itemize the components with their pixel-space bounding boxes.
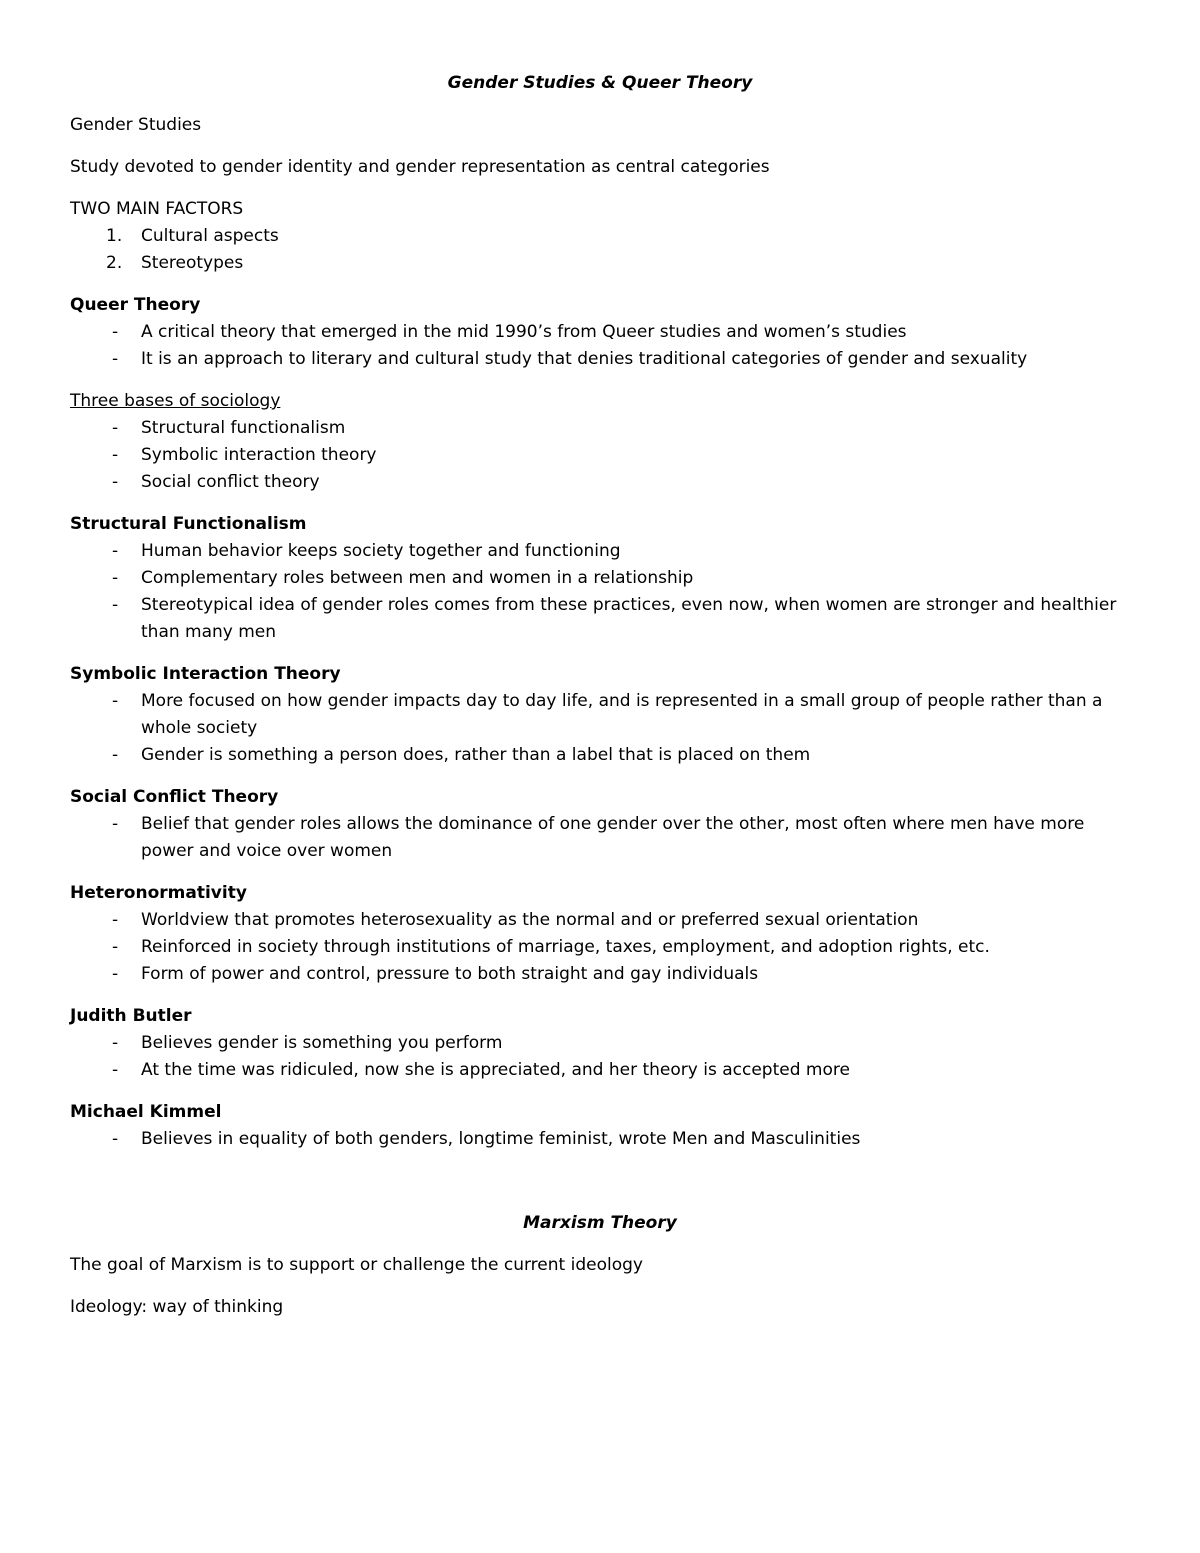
queer-theory-list xyxy=(70,319,1130,373)
list-item xyxy=(70,538,1130,565)
dash-bullet: - xyxy=(112,472,119,492)
dash-bullet: - xyxy=(112,1033,119,1053)
list-item-text: Complementary roles between men and women in a relationship xyxy=(141,568,694,588)
list-item-text: Form of power and control, pressure to both straight and gay individuals xyxy=(141,964,759,984)
document-page xyxy=(70,70,1130,1321)
dash-bullet: - xyxy=(112,937,119,957)
list-number: 1. xyxy=(106,226,123,246)
list-item xyxy=(70,223,1130,250)
section-heading-judith-butler: Judith Butler xyxy=(70,1006,192,1026)
list-item xyxy=(70,346,1130,373)
list-item xyxy=(70,1126,1130,1153)
list-item-text: Gender is something a person does, rather than a label that is placed on them xyxy=(141,745,811,765)
list-item xyxy=(70,934,1130,961)
dash-bullet: - xyxy=(112,964,119,984)
list-item-text: Cultural aspects xyxy=(141,226,279,246)
list-item xyxy=(70,961,1130,988)
list-item-text: Believes gender is something you perform xyxy=(141,1033,503,1053)
list-number: 2. xyxy=(106,253,123,273)
dash-bullet: - xyxy=(112,349,119,369)
dash-bullet: - xyxy=(112,541,119,561)
list-item-text: It is an approach to literary and cultural study that denies traditional categories of gender and sexuality xyxy=(141,349,1028,369)
list-item-text: Stereotypes xyxy=(141,253,244,273)
dash-bullet: - xyxy=(112,1060,119,1080)
heteronormativity-list xyxy=(70,907,1130,988)
ideology-definition: Ideology: way of thinking xyxy=(70,1297,284,1317)
dash-bullet: - xyxy=(112,568,119,588)
symbolic-interaction-list xyxy=(70,688,1130,769)
dash-bullet: - xyxy=(112,595,119,615)
list-item-text: Human behavior keeps society together and functioning xyxy=(141,541,621,561)
three-bases-list xyxy=(70,415,1130,496)
dash-bullet: - xyxy=(112,445,119,465)
marxism-goal: The goal of Marxism is to support or challenge the current ideology xyxy=(70,1255,643,1275)
dash-bullet: - xyxy=(112,322,119,342)
list-item-text: Reinforced in society through institutions of marriage, taxes, employment, and adoption rights, etc. xyxy=(141,937,990,957)
judith-butler-list xyxy=(70,1030,1130,1084)
list-item xyxy=(70,565,1130,592)
dash-bullet: - xyxy=(112,691,119,711)
structural-functionalism-list xyxy=(70,538,1130,646)
list-item xyxy=(70,469,1130,496)
section-heading-social-conflict: Social Conflict Theory xyxy=(70,787,279,807)
list-item xyxy=(70,319,1130,346)
gender-studies-heading: Gender Studies xyxy=(70,115,202,135)
list-item-text: Symbolic interaction theory xyxy=(141,445,377,465)
list-item xyxy=(70,688,1130,742)
section-heading-heteronormativity: Heteronormativity xyxy=(70,883,247,903)
section-heading-three-bases: Three bases of sociology xyxy=(70,391,281,411)
list-item xyxy=(70,811,1130,865)
list-item-text: Believes in equality of both genders, longtime feminist, wrote Men and Masculinities xyxy=(141,1129,861,1149)
marxism-title: Marxism Theory xyxy=(523,1213,677,1233)
list-item-text: More focused on how gender impacts day to day life, and is represented in a small group of people rather than a whole society xyxy=(141,691,1103,738)
page-title: Gender Studies & Queer Theory xyxy=(447,73,753,93)
list-item xyxy=(70,1030,1130,1057)
section-spacer xyxy=(70,1153,1130,1195)
gender-studies-definition: Study devoted to gender identity and gender representation as central categories xyxy=(70,157,770,177)
list-item xyxy=(70,592,1130,646)
michael-kimmel-list xyxy=(70,1126,1130,1153)
list-item xyxy=(70,415,1130,442)
list-item xyxy=(70,1057,1130,1084)
list-item-text: Stereotypical idea of gender roles comes from these practices, even now, when women are stronger and healthier than many men xyxy=(141,595,1117,642)
list-item xyxy=(70,442,1130,469)
factors-list xyxy=(70,223,1130,277)
two-main-factors-label: TWO MAIN FACTORS xyxy=(70,199,244,219)
list-item-text: Worldview that promotes heterosexuality as the normal and or preferred sexual orientation xyxy=(141,910,919,930)
list-item-text: At the time was ridiculed, now she is appreciated, and her theory is accepted more xyxy=(141,1060,850,1080)
section-heading-michael-kimmel: Michael Kimmel xyxy=(70,1102,222,1122)
list-item-text: Belief that gender roles allows the dominance of one gender over the other, most often where men have more power and voice over women xyxy=(141,814,1085,861)
list-item xyxy=(70,907,1130,934)
list-item-text: Structural functionalism xyxy=(141,418,346,438)
list-item-text: A critical theory that emerged in the mid 1990’s from Queer studies and women’s studies xyxy=(141,322,907,342)
section-heading-structural-functionalism: Structural Functionalism xyxy=(70,514,307,534)
section-heading-queer-theory: Queer Theory xyxy=(70,295,201,315)
social-conflict-list xyxy=(70,811,1130,865)
dash-bullet: - xyxy=(112,418,119,438)
section-heading-symbolic-interaction: Symbolic Interaction Theory xyxy=(70,664,341,684)
dash-bullet: - xyxy=(112,910,119,930)
list-item xyxy=(70,250,1130,277)
dash-bullet: - xyxy=(112,814,119,834)
list-item-text: Social conflict theory xyxy=(141,472,320,492)
list-item xyxy=(70,742,1130,769)
dash-bullet: - xyxy=(112,1129,119,1149)
dash-bullet: - xyxy=(112,745,119,765)
